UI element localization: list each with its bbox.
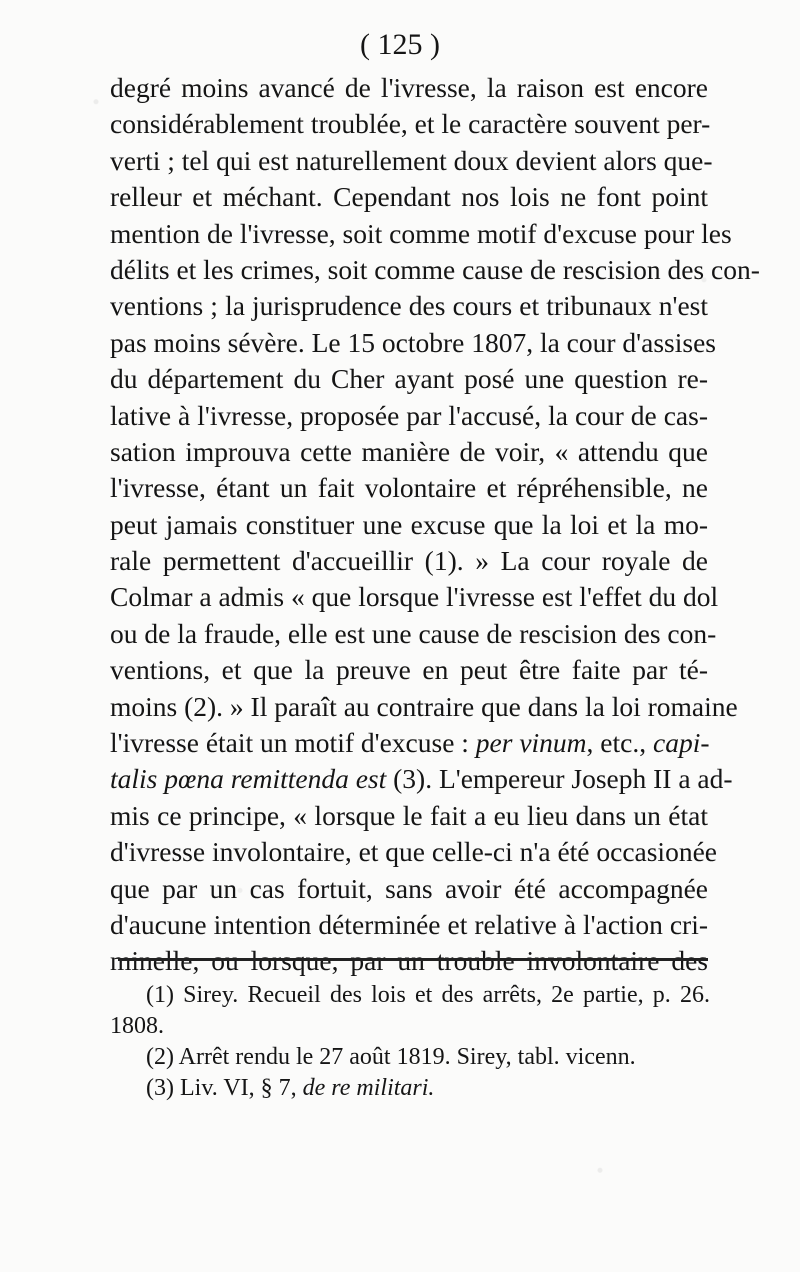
footnotes (110, 980, 710, 1104)
footnote-1-continuation: 1808. (110, 1013, 164, 1039)
text-line: minelle, ou lorsque, par un trouble involontaire des (110, 945, 708, 977)
footnote-3-italic: de re militari. (302, 1075, 435, 1101)
text-line: Colmar a admis « que lorsque l'ivresse est l'effet du dol (110, 581, 719, 613)
text-line: degré moins avancé de l'ivresse, la raison est encore (110, 72, 708, 103)
text-line: mis ce principe, « lorsque le fait a eu lieu dans un état (110, 799, 708, 831)
footnote-1: (1) Sirey. Recueil des lois et des arrêts, 2e partie, p. 26. (146, 982, 710, 1008)
footnote-divider (118, 958, 708, 961)
footnote-3-text: (3) Liv. VI, § 7, (146, 1075, 303, 1101)
footnote-3 (110, 1073, 710, 1104)
text-line: ou de la fraude, elle est une cause de rescision des con- (110, 617, 717, 649)
italic-latin-phrase: per vinum (475, 727, 587, 759)
text-line: lative à l'ivresse, proposée par l'accusé, la cour de cas- (110, 399, 708, 431)
text-line: que par un cas fortuit, sans avoir été accompagnée (110, 872, 708, 904)
text-line: mention de l'ivresse, soit comme motif d'excuse pour les (110, 217, 732, 249)
text-line: verti ; tel qui est naturellement doux devient alors que- (110, 144, 713, 176)
text-segment: (3). L'empereur Joseph II a ad- (386, 763, 733, 795)
page-number: ( 125 ) (360, 28, 440, 61)
text-line: peut jamais constituer une excuse que la loi et la mo- (110, 508, 708, 540)
footnote-2: (2) Arrêt rendu le 27 août 1819. Sirey, tabl. vicenn. (146, 1044, 636, 1070)
text-line-with-italics (110, 761, 733, 797)
text-line: d'ivresse involontaire, et que celle-ci n'a été occasionée (110, 836, 717, 868)
text-segment: l'ivresse était un motif d'excuse : (110, 727, 476, 759)
text-line: d'aucune intention déterminée et relative à l'action cri- (110, 908, 708, 940)
text-line: considérablement troublée, et le caractère souvent per- (110, 108, 711, 140)
text-segment: , etc., (586, 727, 653, 759)
italic-latin-phrase: capi- (652, 727, 710, 759)
text-line: l'ivresse, étant un fait volontaire et répréhensible, ne (110, 472, 708, 504)
text-line-with-italics (110, 725, 708, 761)
text-line: moins (2). » Il paraît au contraire que dans la loi romaine (110, 690, 738, 722)
text-line: pas moins sévère. Le 15 octobre 1807, la cour d'assises (110, 326, 716, 358)
text-line: sation improuva cette manière de voir, « attendu que (110, 435, 708, 467)
text-line: du département du Cher ayant posé une question re- (110, 363, 708, 395)
body-text (110, 70, 760, 980)
text-line: relleur et méchant. Cependant nos lois ne font point (110, 181, 708, 213)
text-line: ventions, et que la preuve en peut être faite par té- (110, 654, 708, 686)
text-line: délits et les crimes, soit comme cause de rescision des con- (110, 253, 760, 285)
text-line: rale permettent d'accueillir (1). » La cour royale de (110, 545, 708, 577)
italic-latin-phrase: talis pœna remittenda est (110, 763, 387, 795)
text-line: ventions ; la jurisprudence des cours et tribunaux n'est (110, 290, 708, 322)
